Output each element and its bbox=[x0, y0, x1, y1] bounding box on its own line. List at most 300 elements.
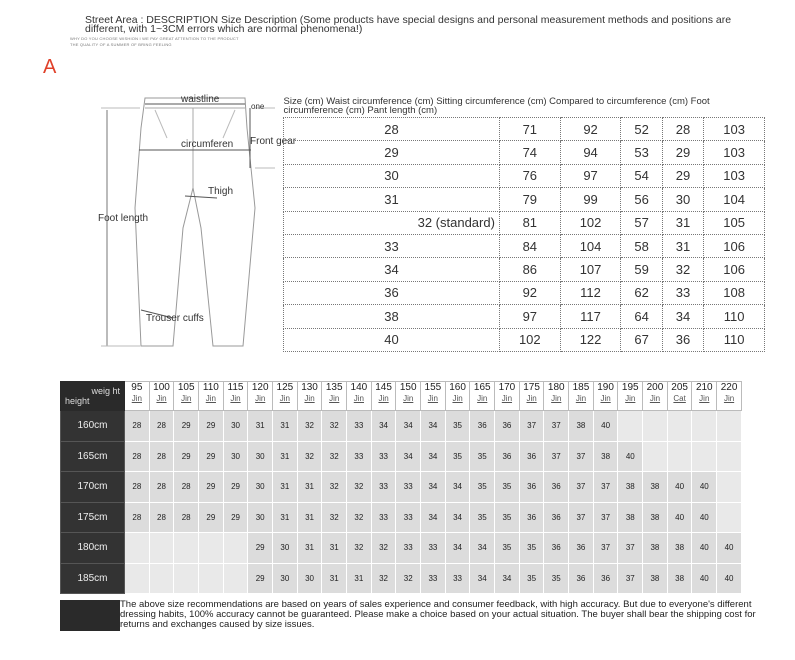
weight-unit: Jin bbox=[353, 394, 364, 403]
size-recommendation-cell: 31 bbox=[297, 502, 322, 533]
size-row bbox=[284, 188, 765, 211]
size-recommendation-cell: 28 bbox=[174, 502, 199, 533]
weight-unit: Jin bbox=[181, 394, 192, 403]
weight-header bbox=[125, 382, 150, 411]
weight-unit: Jin bbox=[723, 394, 735, 403]
weight-unit: Cat bbox=[673, 394, 686, 403]
size-cell: 34 bbox=[284, 258, 500, 281]
size-recommendation-cell: 31 bbox=[347, 563, 372, 594]
weight-unit: Jin bbox=[501, 394, 513, 403]
size-recommendation-cell: 32 bbox=[371, 533, 396, 564]
size-cell: 92 bbox=[499, 281, 560, 304]
size-recommendation-cell bbox=[174, 533, 199, 564]
size-recommendation-cell: 38 bbox=[593, 441, 618, 472]
weight-value: 205 bbox=[671, 382, 688, 393]
size-recommendation-grid bbox=[60, 381, 742, 594]
weight-header bbox=[593, 382, 618, 411]
size-cell: 62 bbox=[621, 281, 662, 304]
size-cell: 117 bbox=[560, 305, 621, 328]
size-recommendation-cell: 32 bbox=[322, 411, 347, 442]
tagline-2: THE QUALITY OF A SUMMER OF BRING FEELING bbox=[70, 42, 172, 47]
size-cell: 110 bbox=[704, 328, 765, 351]
size-cell: 104 bbox=[704, 188, 765, 211]
size-cell: 112 bbox=[560, 281, 621, 304]
size-row bbox=[284, 281, 765, 304]
size-recommendation-cell: 37 bbox=[569, 502, 594, 533]
size-recommendation-cell bbox=[643, 411, 668, 442]
size-cell: 32 bbox=[662, 258, 703, 281]
size-row bbox=[284, 118, 765, 141]
weight-value: 115 bbox=[227, 382, 244, 393]
size-cell: 53 bbox=[621, 141, 662, 164]
size-recommendation-cell: 31 bbox=[322, 533, 347, 564]
size-recommendation-cell: 34 bbox=[396, 411, 421, 442]
size-recommendation-cell bbox=[199, 563, 224, 594]
size-recommendation-cell: 34 bbox=[445, 502, 470, 533]
size-recommendation-cell: 33 bbox=[396, 472, 421, 503]
height-row bbox=[61, 563, 742, 594]
weight-value: 195 bbox=[621, 382, 639, 393]
size-cell: 54 bbox=[621, 164, 662, 187]
height-label: 170cm bbox=[61, 472, 125, 503]
size-cell: 97 bbox=[499, 305, 560, 328]
size-recommendation-cell: 32 bbox=[396, 563, 421, 594]
size-recommendation-cell: 36 bbox=[544, 533, 569, 564]
weight-value: 170 bbox=[498, 382, 516, 393]
size-recommendation-cell: 38 bbox=[643, 502, 668, 533]
size-row bbox=[284, 234, 765, 257]
size-recommendation-cell: 38 bbox=[569, 411, 594, 442]
weight-unit: Jin bbox=[378, 394, 389, 403]
size-recommendation-cell: 40 bbox=[692, 563, 717, 594]
height-row bbox=[61, 502, 742, 533]
size-recommendation-cell: 28 bbox=[125, 441, 150, 472]
weight-value: 210 bbox=[695, 382, 713, 393]
weight-unit: Jin bbox=[329, 394, 340, 403]
size-recommendation-cell: 29 bbox=[199, 441, 224, 472]
size-recommendation-cell bbox=[667, 411, 692, 442]
size-recommendation-cell bbox=[199, 533, 224, 564]
size-cell: 106 bbox=[704, 234, 765, 257]
weight-value: 140 bbox=[350, 382, 368, 393]
size-recommendation-cell: 33 bbox=[347, 411, 372, 442]
height-label: 180cm bbox=[61, 533, 125, 564]
size-recommendation-cell: 38 bbox=[643, 563, 668, 594]
size-recommendation-cell: 29 bbox=[223, 472, 248, 503]
weight-header bbox=[470, 382, 495, 411]
size-recommendation-cell: 40 bbox=[717, 533, 742, 564]
weight-value: 160 bbox=[449, 382, 466, 393]
size-recommendation-cell bbox=[125, 533, 150, 564]
size-recommendation-cell: 35 bbox=[495, 502, 520, 533]
size-cell: 29 bbox=[662, 141, 703, 164]
tagline-1: WHY DO YOU CHOOSE WISHION I WE PAY GREAT ATTENTION TO THE PRODUCT bbox=[70, 36, 239, 41]
weight-value: 150 bbox=[399, 382, 417, 393]
size-recommendation-cell: 35 bbox=[445, 411, 470, 442]
size-cell: 29 bbox=[284, 141, 500, 164]
size-recommendation-cell bbox=[692, 411, 717, 442]
size-recommendation-cell: 34 bbox=[421, 411, 446, 442]
weight-header bbox=[396, 382, 421, 411]
size-cell: 30 bbox=[662, 188, 703, 211]
size-row bbox=[284, 305, 765, 328]
size-recommendation-cell: 33 bbox=[396, 502, 421, 533]
size-recommendation-cell: 32 bbox=[347, 533, 372, 564]
size-cell: 122 bbox=[560, 328, 621, 351]
size-cell: 38 bbox=[284, 305, 500, 328]
weight-unit: Jin bbox=[279, 394, 290, 403]
size-recommendation-cell: 35 bbox=[470, 472, 495, 503]
size-cell: 56 bbox=[621, 188, 662, 211]
weight-header bbox=[643, 382, 668, 411]
size-recommendation-cell bbox=[149, 533, 174, 564]
size-recommendation-cell: 35 bbox=[495, 472, 520, 503]
size-cell: 84 bbox=[499, 234, 560, 257]
size-cell: 34 bbox=[662, 305, 703, 328]
trouser-cuffs-label: Trouser cuffs bbox=[146, 313, 204, 324]
size-cell: 33 bbox=[284, 234, 500, 257]
size-recommendation-cell: 35 bbox=[470, 502, 495, 533]
weight-header bbox=[297, 382, 322, 411]
waistline-label: waistline bbox=[181, 94, 220, 105]
size-recommendation-cell: 40 bbox=[692, 533, 717, 564]
size-recommendation-cell bbox=[223, 563, 248, 594]
size-recommendation-cell: 34 bbox=[445, 472, 470, 503]
size-recommendation-cell: 31 bbox=[322, 563, 347, 594]
size-cell: 86 bbox=[499, 258, 560, 281]
size-cell: 71 bbox=[499, 118, 560, 141]
size-cell: 74 bbox=[499, 141, 560, 164]
circumference-label: circumferen bbox=[181, 139, 234, 150]
height-label: 185cm bbox=[61, 563, 125, 594]
height-row bbox=[61, 441, 742, 472]
one-label: one bbox=[251, 102, 265, 111]
size-recommendation-cell: 34 bbox=[445, 533, 470, 564]
size-recommendation-cell: 38 bbox=[667, 563, 692, 594]
size-recommendation-cell: 33 bbox=[421, 563, 446, 594]
height-label: 165cm bbox=[61, 441, 125, 472]
size-recommendation-cell: 34 bbox=[421, 441, 446, 472]
size-cell: 40 bbox=[284, 328, 500, 351]
size-recommendation-cell bbox=[125, 563, 150, 594]
size-recommendation-cell: 30 bbox=[223, 411, 248, 442]
weight-unit: Jin bbox=[427, 394, 439, 403]
size-recommendation-cell: 40 bbox=[618, 441, 643, 472]
weight-unit: Jin bbox=[403, 394, 414, 403]
weight-unit: Jin bbox=[625, 394, 636, 403]
size-recommendation-cell: 31 bbox=[273, 441, 298, 472]
size-cell: 103 bbox=[704, 164, 765, 187]
size-recommendation-cell: 29 bbox=[199, 502, 224, 533]
weight-header bbox=[717, 382, 742, 411]
weight-value: 95 bbox=[131, 382, 143, 393]
weight-value: 105 bbox=[177, 382, 195, 393]
size-row bbox=[284, 328, 765, 351]
height-label: 160cm bbox=[61, 411, 125, 442]
size-cell: 57 bbox=[621, 211, 662, 234]
weight-value: 120 bbox=[251, 382, 269, 393]
corner-height-label: height bbox=[65, 396, 90, 406]
weight-value: 185 bbox=[572, 382, 590, 393]
size-recommendation-cell: 28 bbox=[125, 502, 150, 533]
size-cell: 30 bbox=[284, 164, 500, 187]
weight-header bbox=[223, 382, 248, 411]
size-recommendation-cell: 32 bbox=[322, 502, 347, 533]
weight-unit: Jin bbox=[699, 394, 710, 403]
size-cell: 94 bbox=[560, 141, 621, 164]
weight-header bbox=[667, 382, 692, 411]
size-cell: 28 bbox=[662, 118, 703, 141]
size-recommendation-cell: 37 bbox=[593, 502, 618, 533]
size-recommendation-cell bbox=[717, 441, 742, 472]
size-cell: 108 bbox=[704, 281, 765, 304]
weight-header bbox=[495, 382, 520, 411]
size-recommendation-cell: 37 bbox=[593, 472, 618, 503]
size-recommendation-cell: 30 bbox=[223, 441, 248, 472]
weight-header bbox=[618, 382, 643, 411]
size-recommendation-cell: 32 bbox=[322, 472, 347, 503]
height-row bbox=[61, 533, 742, 564]
size-recommendation-cell: 38 bbox=[667, 533, 692, 564]
size-recommendation-cell bbox=[149, 563, 174, 594]
size-cell: 76 bbox=[499, 164, 560, 187]
size-cell: 33 bbox=[662, 281, 703, 304]
size-recommendation-cell: 30 bbox=[248, 441, 273, 472]
size-recommendation-cell: 31 bbox=[248, 411, 273, 442]
size-recommendation-cell: 34 bbox=[421, 472, 446, 503]
size-recommendation-cell: 37 bbox=[544, 411, 569, 442]
size-cell: 58 bbox=[621, 234, 662, 257]
foot-length-label: Foot length bbox=[98, 213, 149, 224]
weight-value: 135 bbox=[325, 382, 343, 393]
weight-header bbox=[347, 382, 372, 411]
size-cell: 81 bbox=[499, 211, 560, 234]
weight-header bbox=[692, 382, 717, 411]
size-recommendation-cell: 32 bbox=[297, 411, 322, 442]
size-recommendation-cell: 38 bbox=[618, 472, 643, 503]
weight-unit: Jin bbox=[452, 394, 463, 403]
size-recommendation-cell: 33 bbox=[421, 533, 446, 564]
size-cell: 31 bbox=[284, 188, 500, 211]
size-cell: 105 bbox=[704, 211, 765, 234]
size-cell: 92 bbox=[560, 118, 621, 141]
size-recommendation-cell: 36 bbox=[544, 502, 569, 533]
size-cell: 64 bbox=[621, 305, 662, 328]
size-recommendation-cell: 31 bbox=[273, 472, 298, 503]
weight-header bbox=[371, 382, 396, 411]
size-recommendation-cell: 35 bbox=[519, 563, 544, 594]
size-recommendation-cell: 40 bbox=[692, 502, 717, 533]
size-recommendation-cell: 28 bbox=[125, 411, 150, 442]
weight-header bbox=[445, 382, 470, 411]
weight-unit: Jin bbox=[551, 394, 562, 403]
weight-value: 180 bbox=[547, 382, 565, 393]
size-recommendation-cell: 28 bbox=[149, 441, 174, 472]
weight-header bbox=[421, 382, 446, 411]
size-recommendation-cell: 36 bbox=[593, 563, 618, 594]
size-recommendation-cell bbox=[692, 441, 717, 472]
size-cell: 107 bbox=[560, 258, 621, 281]
weight-value: 100 bbox=[153, 382, 170, 393]
size-recommendation-cell: 30 bbox=[248, 502, 273, 533]
size-recommendation-cell: 34 bbox=[421, 502, 446, 533]
front-gear-label: Front gear bbox=[250, 136, 297, 147]
size-cell: 110 bbox=[704, 305, 765, 328]
grid-footer-block bbox=[60, 600, 120, 631]
weight-unit: Jin bbox=[477, 394, 488, 403]
size-recommendation-cell: 37 bbox=[569, 472, 594, 503]
size-recommendation-cell: 40 bbox=[692, 472, 717, 503]
size-recommendation-cell: 28 bbox=[125, 472, 150, 503]
size-recommendation-cell: 35 bbox=[519, 533, 544, 564]
size-recommendation-cell: 28 bbox=[149, 502, 174, 533]
weight-unit: Jin bbox=[649, 394, 661, 403]
height-row bbox=[61, 411, 742, 442]
weight-value: 190 bbox=[597, 382, 614, 393]
size-recommendation-cell: 37 bbox=[618, 533, 643, 564]
size-cell: 104 bbox=[560, 234, 621, 257]
size-recommendation-cell: 37 bbox=[569, 441, 594, 472]
size-recommendation-cell: 34 bbox=[371, 411, 396, 442]
size-recommendation-cell: 29 bbox=[174, 441, 199, 472]
size-recommendation-cell bbox=[717, 502, 742, 533]
size-description-header: Street Area : DESCRIPTION Size Description (Some products have special designs and personal measurement methods and positions are different, with 1~3CM errors which are normal phenomena!) bbox=[85, 14, 732, 35]
size-recommendation-cell: 31 bbox=[273, 502, 298, 533]
size-recommendation-cell: 34 bbox=[495, 563, 520, 594]
size-recommendation-cell: 37 bbox=[618, 563, 643, 594]
size-cell: 79 bbox=[499, 188, 560, 211]
size-recommendation-cell: 32 bbox=[371, 563, 396, 594]
weight-header bbox=[149, 382, 174, 411]
size-cell: 52 bbox=[621, 118, 662, 141]
weight-value: 165 bbox=[473, 382, 491, 393]
size-recommendation-cell: 36 bbox=[495, 441, 520, 472]
size-recommendation-cell: 31 bbox=[273, 411, 298, 442]
size-cell: 28 bbox=[284, 118, 500, 141]
size-cell: 103 bbox=[704, 141, 765, 164]
size-recommendation-cell bbox=[618, 411, 643, 442]
size-recommendation-cell: 29 bbox=[199, 411, 224, 442]
size-recommendation-cell: 38 bbox=[618, 502, 643, 533]
weight-unit: Jin bbox=[255, 394, 266, 403]
section-label: A bbox=[43, 56, 57, 78]
size-table-header: Size (cm) Waist circumference (cm) Sitting circumference (cm) Compared to circumference (cm) Foot circumference (cm) Pant length (cm) bbox=[283, 96, 710, 116]
weight-header bbox=[519, 382, 544, 411]
size-recommendation-cell: 35 bbox=[495, 533, 520, 564]
weight-unit: Jin bbox=[131, 394, 142, 403]
size-recommendation-cell bbox=[643, 441, 668, 472]
size-recommendation-cell: 29 bbox=[248, 563, 273, 594]
size-recommendation-cell: 37 bbox=[593, 533, 618, 564]
grid-corner bbox=[61, 382, 125, 411]
size-recommendation-cell: 29 bbox=[223, 502, 248, 533]
size-recommendation-cell: 33 bbox=[347, 441, 372, 472]
size-recommendation-cell: 30 bbox=[273, 533, 298, 564]
size-cell: 36 bbox=[662, 328, 703, 351]
size-table bbox=[283, 97, 765, 352]
corner-weight-label: weig ht bbox=[91, 386, 120, 396]
weight-unit: Jin bbox=[600, 394, 611, 403]
height-label: 175cm bbox=[61, 502, 125, 533]
size-cell: 59 bbox=[621, 258, 662, 281]
size-recommendation-cell: 32 bbox=[347, 502, 372, 533]
size-recommendation-cell: 33 bbox=[445, 563, 470, 594]
size-row bbox=[284, 164, 765, 187]
weight-header bbox=[174, 382, 199, 411]
size-recommendation-cell: 36 bbox=[470, 411, 495, 442]
size-recommendation-cell: 28 bbox=[149, 411, 174, 442]
size-cell: 102 bbox=[499, 328, 560, 351]
weight-value: 125 bbox=[276, 382, 294, 393]
size-recommendation-cell: 34 bbox=[396, 441, 421, 472]
weight-header bbox=[273, 382, 298, 411]
size-recommendation-cell: 36 bbox=[569, 533, 594, 564]
size-recommendation-cell bbox=[174, 563, 199, 594]
size-recommendation-cell: 40 bbox=[667, 502, 692, 533]
size-recommendation-cell bbox=[667, 441, 692, 472]
size-cell: 102 bbox=[560, 211, 621, 234]
weight-header bbox=[322, 382, 347, 411]
size-recommendation-cell: 30 bbox=[273, 563, 298, 594]
size-recommendation-cell: 33 bbox=[371, 502, 396, 533]
weight-header bbox=[199, 382, 224, 411]
size-row bbox=[284, 258, 765, 281]
size-cell: 67 bbox=[621, 328, 662, 351]
size-cell: 103 bbox=[704, 118, 765, 141]
weight-value: 130 bbox=[301, 382, 318, 393]
size-cell: 32 (standard) bbox=[284, 211, 500, 234]
weight-header bbox=[569, 382, 594, 411]
size-recommendation-cell: 29 bbox=[248, 533, 273, 564]
size-footnote: The above size recommendations are based on years of sales experience and consumer feedback, with high accuracy. But due to everyone's different dressing habits, 100% accuracy cannot be guaranteed. Please make a choice based on your actual situation. The buyer shall bear the shipping cost for returns and exchanges caused by size issues. bbox=[120, 600, 760, 630]
weight-unit: Jin bbox=[230, 394, 241, 403]
weight-unit: Jin bbox=[575, 394, 587, 403]
size-recommendation-cell: 33 bbox=[371, 441, 396, 472]
size-recommendation-cell: 32 bbox=[297, 441, 322, 472]
size-recommendation-cell: 31 bbox=[297, 533, 322, 564]
size-row bbox=[284, 211, 765, 234]
weight-value: 200 bbox=[646, 382, 664, 393]
weight-unit: Jin bbox=[304, 394, 315, 403]
size-recommendation-cell: 36 bbox=[519, 441, 544, 472]
size-recommendation-cell bbox=[717, 472, 742, 503]
size-recommendation-cell: 31 bbox=[297, 472, 322, 503]
size-recommendation-cell: 33 bbox=[371, 472, 396, 503]
size-recommendation-cell: 36 bbox=[519, 502, 544, 533]
size-recommendation-cell: 28 bbox=[149, 472, 174, 503]
weight-value: 220 bbox=[720, 382, 738, 393]
size-recommendation-cell: 38 bbox=[643, 472, 668, 503]
size-recommendation-cell: 29 bbox=[199, 472, 224, 503]
weight-header bbox=[248, 382, 273, 411]
size-recommendation-cell: 34 bbox=[470, 563, 495, 594]
height-row bbox=[61, 472, 742, 503]
size-recommendation-cell: 29 bbox=[174, 411, 199, 442]
size-recommendation-cell: 32 bbox=[322, 441, 347, 472]
size-cell: 97 bbox=[560, 164, 621, 187]
size-recommendation-cell: 36 bbox=[569, 563, 594, 594]
size-cell: 106 bbox=[704, 258, 765, 281]
size-cell: 29 bbox=[662, 164, 703, 187]
size-recommendation-cell: 37 bbox=[519, 411, 544, 442]
weight-value: 145 bbox=[375, 382, 392, 393]
size-cell: 31 bbox=[662, 211, 703, 234]
size-recommendation-cell: 30 bbox=[297, 563, 322, 594]
size-recommendation-cell bbox=[223, 533, 248, 564]
size-recommendation-cell: 36 bbox=[495, 411, 520, 442]
size-recommendation-cell: 34 bbox=[470, 533, 495, 564]
weight-header bbox=[544, 382, 569, 411]
